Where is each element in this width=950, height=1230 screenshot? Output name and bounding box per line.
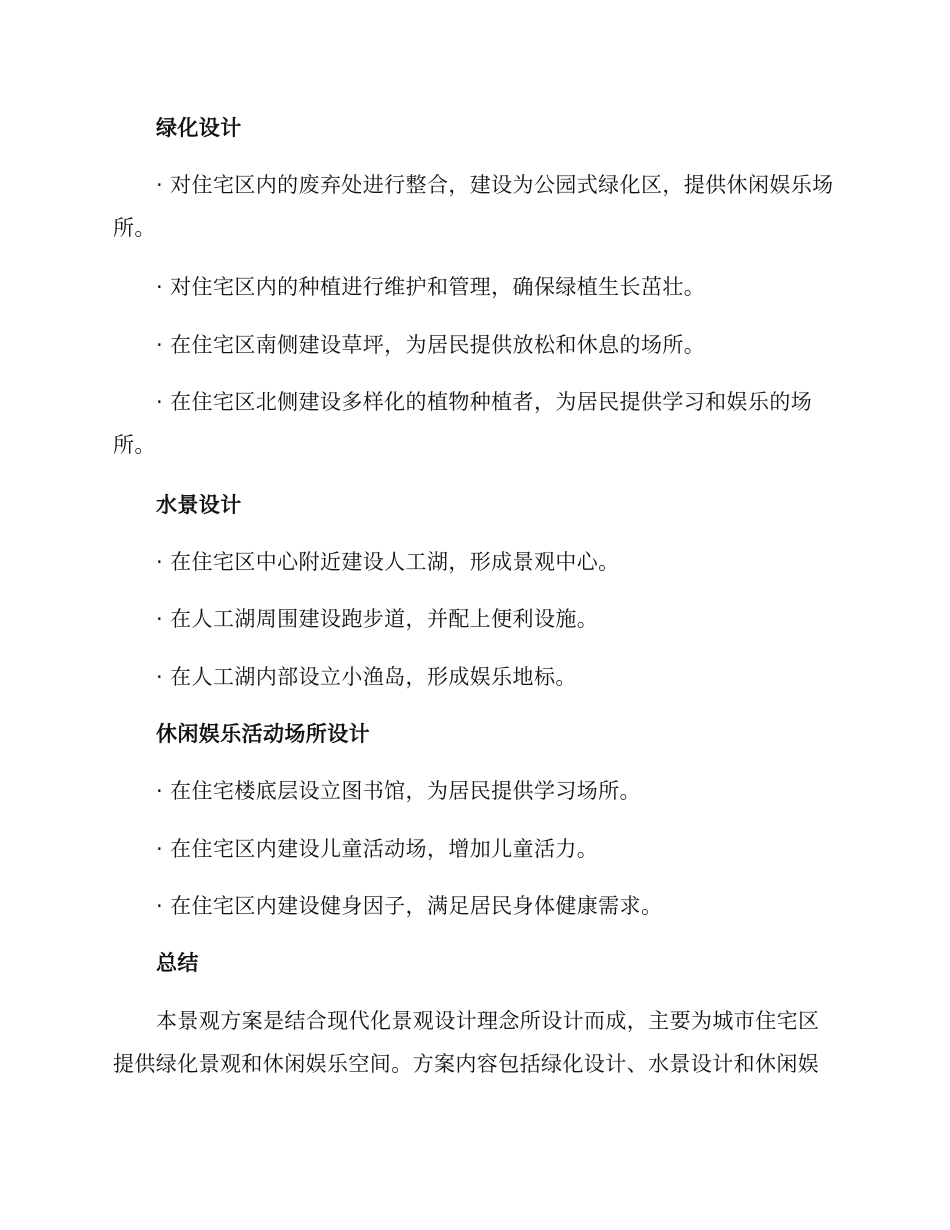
list-item: · 对住宅区内的废弃处进行整合，建设为公园式绿化区，提供休闲娱乐场所。 (113, 173, 834, 240)
list-item: · 在住宅楼底层设立图书馆，为居民提供学习场所。 (156, 779, 641, 803)
summary-paragraph: 本景观方案是结合现代化景观设计理念所设计而成，主要为城市住宅区提供绿化景观和休闲娱乐空间。方案内容包括绿化设计、水景设计和休闲娱 (113, 1009, 820, 1076)
list-item: · 在人工湖周围建设跑步道，并配上便利设施。 (156, 607, 599, 631)
section-heading-greening: 绿化设计 (156, 116, 242, 140)
list-item: · 在住宅区内建设健身因子，满足居民身体健康需求。 (156, 894, 663, 918)
list-item: · 对住宅区内的种植进行维护和管理，确保绿植生长茁壮。 (156, 275, 706, 299)
section-heading-summary: 总结 (156, 951, 199, 975)
list-item: · 在住宅区南侧建设草坪，为居民提供放松和休息的场所。 (156, 333, 706, 357)
list-item: · 在人工湖内部设立小渔岛，形成娱乐地标。 (156, 665, 577, 689)
list-item: · 在住宅区中心附近建设人工湖，形成景观中心。 (156, 550, 620, 574)
section-heading-waterscape: 水景设计 (156, 493, 242, 517)
section-heading-leisure: 休闲娱乐活动场所设计 (156, 722, 370, 746)
list-item: · 在住宅区北侧建设多样化的植物种植者，为居民提供学习和娱乐的场所。 (113, 390, 813, 457)
list-item: · 在住宅区内建设儿童活动场，增加儿童活力。 (156, 837, 599, 861)
